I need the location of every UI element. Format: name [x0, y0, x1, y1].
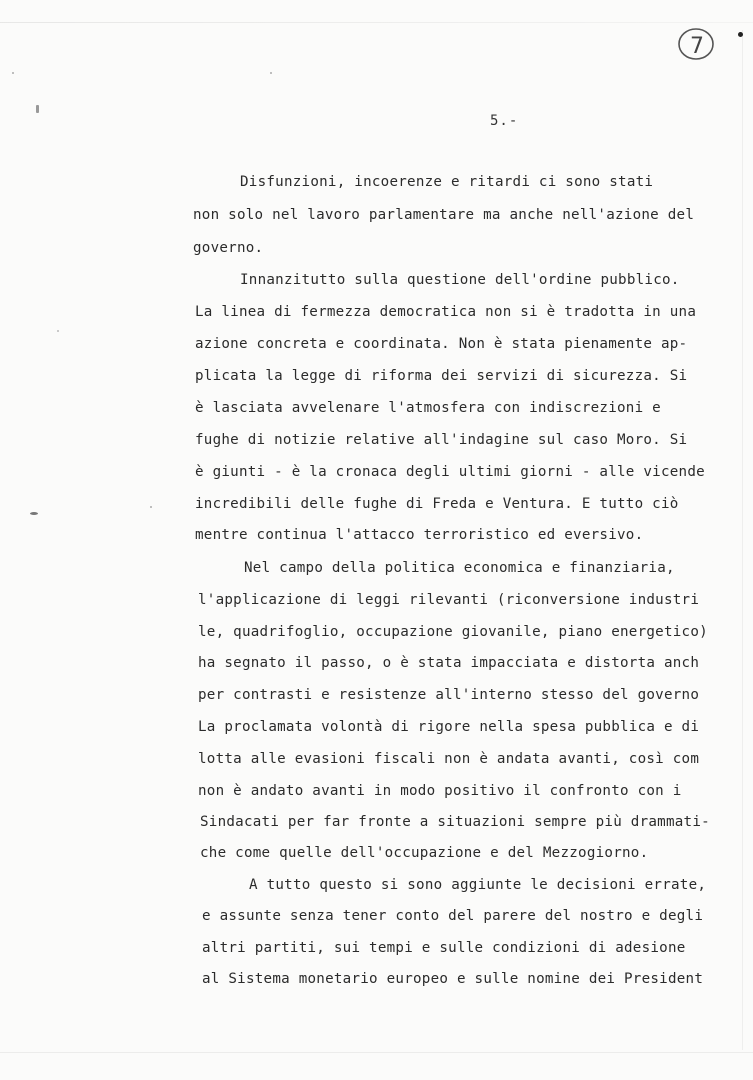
- body-line-5: La linea di fermezza democratica non si è tradotta in una: [195, 304, 697, 320]
- body-line-4: Innanzitutto sulla questione dell'ordine pubblico.: [240, 272, 680, 288]
- body-line-23: A tutto questo si sono aggiunte le decisioni errate,: [249, 877, 707, 893]
- body-line-10: è giunti - è la cronaca degli ultimi giorni - alle vicende: [195, 464, 705, 480]
- scan-right-edge: [742, 30, 743, 1050]
- body-line-8: è lasciata avvelenare l'atmosfera con indiscrezioni e: [195, 400, 661, 416]
- scan-speck: [738, 32, 743, 37]
- body-line-16: ha segnato il passo, o è stata impacciata e distorta anch: [198, 655, 700, 671]
- body-line-2: non solo nel lavoro parlamentare ma anche nell'azione del: [193, 207, 695, 223]
- body-line-13: Nel campo della politica economica e finanziaria,: [244, 560, 675, 576]
- body-line-9: fughe di notizie relative all'indagine sul caso Moro. Si: [195, 432, 688, 448]
- body-line-21: Sindacati per far fronte a situazioni sempre più drammati-: [200, 814, 710, 830]
- body-line-14: l'applicazione di leggi rilevanti (riconversione industri: [198, 592, 700, 608]
- scan-speck: [12, 72, 14, 74]
- scan-speck: [36, 105, 39, 113]
- scan-speck: [270, 72, 272, 74]
- page-number: 5.-: [490, 113, 519, 129]
- body-line-12: mentre continua l'attacco terroristico ed eversivo.: [195, 527, 644, 543]
- body-line-24: e assunte senza tener conto del parere del nostro e degli: [202, 908, 704, 924]
- body-line-11: incredibili delle fughe di Freda e Ventura. E tutto ciò: [195, 496, 679, 512]
- scan-speck: [150, 506, 152, 508]
- scan-speck: [30, 512, 38, 515]
- body-line-17: per contrasti e resistenze all'interno stesso del governo: [198, 687, 700, 703]
- body-line-18: La proclamata volontà di rigore nella spesa pubblica e di: [198, 719, 700, 735]
- body-line-20: non è andato avanti in modo positivo il confronto con i: [198, 783, 682, 799]
- body-line-3: governo.: [193, 240, 264, 256]
- body-line-1: Disfunzioni, incoerenze e ritardi ci sono stati: [240, 174, 654, 190]
- body-line-25: altri partiti, sui tempi e sulle condizioni di adesione: [202, 940, 686, 956]
- body-line-6: azione concreta e coordinata. Non è stata pienamente ap-: [195, 336, 688, 352]
- scan-bottom-edge: [0, 1052, 753, 1053]
- handwritten-circled-mark: [676, 26, 716, 62]
- body-line-7: plicata la legge di riforma dei servizi di sicurezza. Si: [195, 368, 688, 384]
- scan-speck: [57, 330, 59, 332]
- body-line-19: lotta alle evasioni fiscali non è andata avanti, così com: [198, 751, 700, 767]
- scan-top-edge: [0, 22, 753, 23]
- body-line-22: che come quelle dell'occupazione e del Mezzogiorno.: [200, 845, 649, 861]
- svg-text:7: 7: [690, 34, 704, 59]
- body-line-26: al Sistema monetario europeo e sulle nomine dei President: [202, 971, 704, 987]
- body-line-15: le, quadrifoglio, occupazione giovanile, piano energetico): [198, 624, 708, 640]
